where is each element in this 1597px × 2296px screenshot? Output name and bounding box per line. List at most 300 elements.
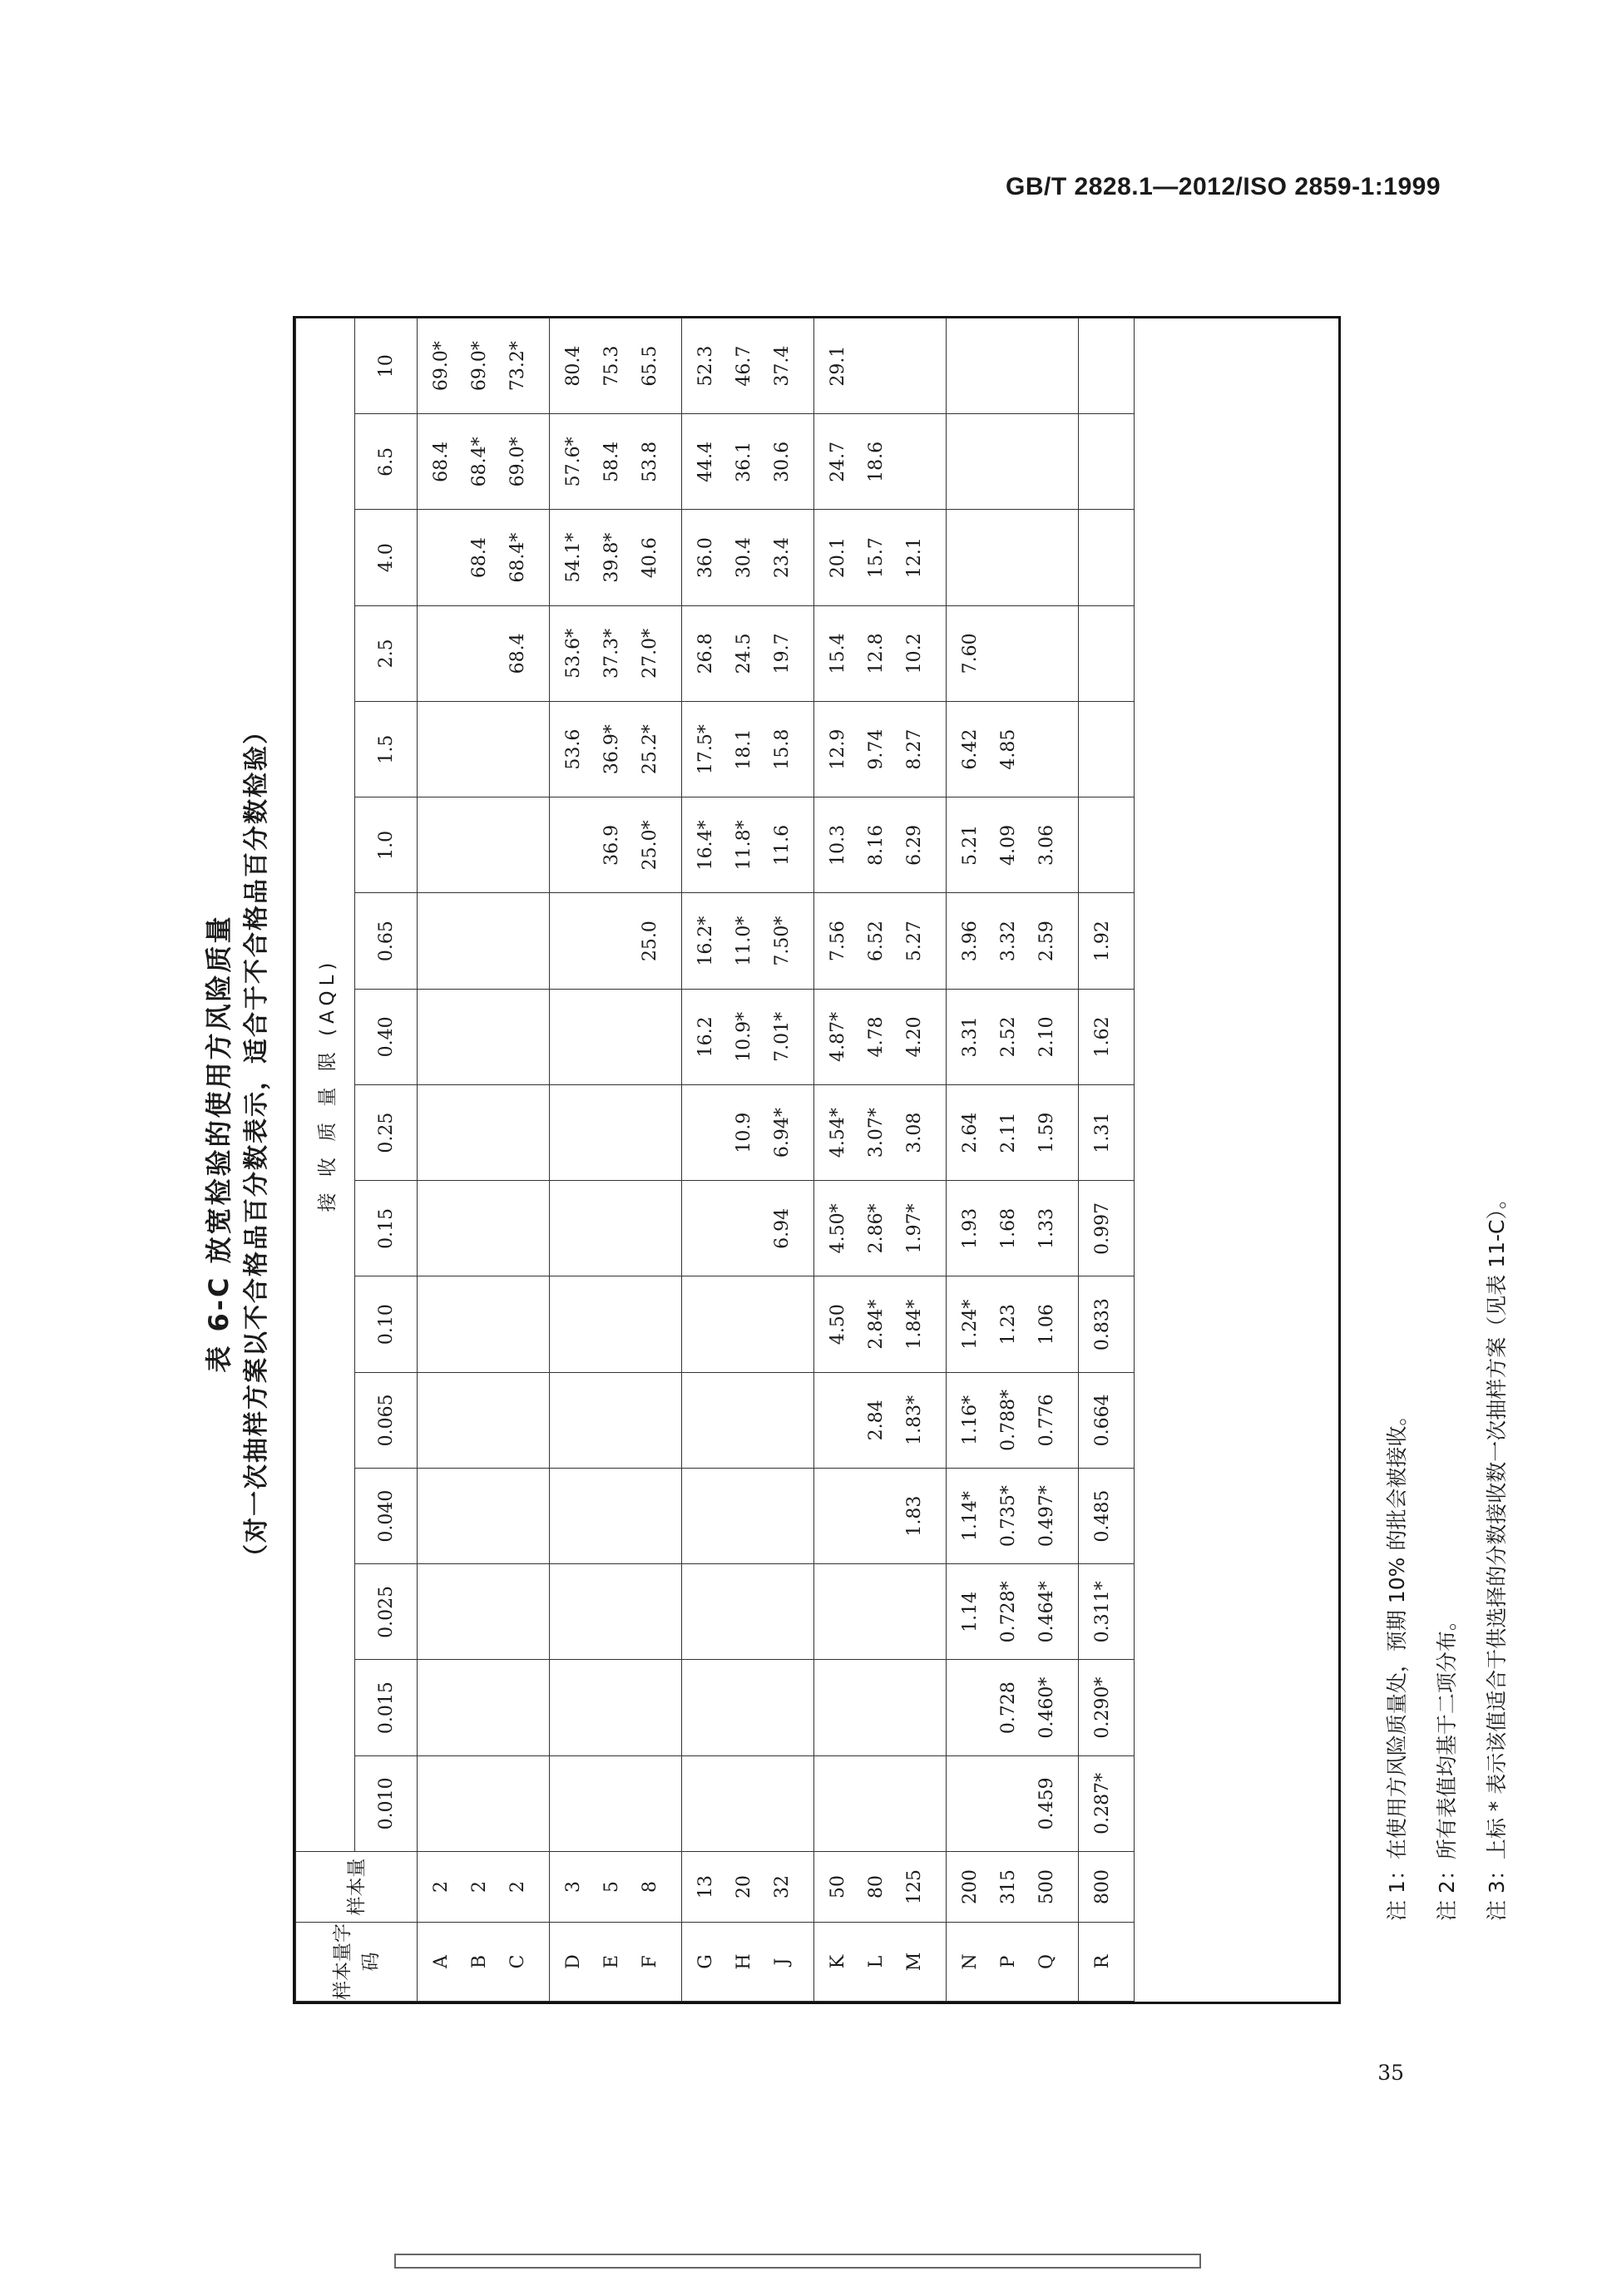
value-cell bbox=[550, 1085, 682, 1181]
risk-value: 2.86* bbox=[866, 1203, 887, 1254]
risk-value: 25.0* bbox=[640, 820, 660, 871]
sample-size: 2 bbox=[431, 1881, 452, 1893]
risk-value bbox=[461, 797, 499, 892]
aql-column-header: 0.010 bbox=[355, 1755, 418, 1851]
risk-value: 9.74 bbox=[866, 728, 887, 770]
value-cell bbox=[947, 1755, 1079, 1851]
risk-value: 30.4 bbox=[734, 537, 754, 579]
risk-value: 0.464* bbox=[1036, 1581, 1057, 1643]
risk-value: 44.4 bbox=[695, 441, 716, 482]
risk-value bbox=[764, 1373, 802, 1468]
risk-value: 4.87* bbox=[828, 1011, 848, 1062]
sample-size: 2 bbox=[507, 1881, 528, 1893]
risk-value: 6.29 bbox=[904, 824, 925, 866]
risk-value: 1.16* bbox=[960, 1395, 981, 1445]
risk-value: 4.09 bbox=[998, 824, 1019, 866]
sample-code: P bbox=[998, 1955, 1019, 1968]
aql-column-header: 0.025 bbox=[355, 1564, 418, 1660]
risk-value: 53.8 bbox=[640, 441, 660, 482]
value-cell bbox=[550, 510, 682, 605]
risk-value bbox=[990, 318, 1028, 413]
risk-value bbox=[819, 1564, 858, 1659]
risk-value bbox=[499, 797, 537, 892]
risk-value bbox=[461, 1564, 499, 1659]
value-cell bbox=[1079, 1755, 1135, 1851]
risk-value: 11.0* bbox=[734, 916, 754, 966]
value-cell bbox=[418, 1181, 550, 1276]
risk-value bbox=[725, 1277, 764, 1372]
title-block bbox=[200, 249, 276, 2037]
risk-value: 7.50* bbox=[772, 916, 793, 966]
risk-value bbox=[631, 1756, 670, 1851]
value-cell bbox=[947, 605, 1079, 701]
risk-value: 1.23 bbox=[998, 1304, 1019, 1346]
value-cell bbox=[682, 989, 814, 1084]
value-cell bbox=[1079, 1372, 1135, 1468]
sample-size-cell bbox=[550, 1852, 682, 1923]
sample-size: 13 bbox=[695, 1875, 716, 1899]
value-cell bbox=[947, 1181, 1079, 1276]
sample-code: E bbox=[601, 1954, 622, 1969]
risk-value bbox=[461, 1756, 499, 1851]
risk-value bbox=[631, 1564, 670, 1659]
value-cell bbox=[550, 797, 682, 893]
risk-value: 69.0* bbox=[469, 341, 490, 392]
aql-column-header: 1.5 bbox=[355, 702, 418, 797]
risk-value bbox=[593, 1277, 631, 1372]
sample-size: 500 bbox=[1036, 1869, 1057, 1904]
value-cell bbox=[550, 1469, 682, 1564]
risk-value bbox=[423, 1564, 461, 1659]
aql-column-header: 0.040 bbox=[355, 1469, 418, 1564]
risk-value bbox=[687, 1373, 725, 1468]
risk-value bbox=[499, 1277, 537, 1372]
risk-value bbox=[990, 511, 1028, 605]
sample-code: Q bbox=[1036, 1953, 1057, 1970]
value-cell bbox=[682, 1085, 814, 1181]
value-cell bbox=[1079, 1085, 1135, 1181]
risk-value: 1.06 bbox=[1036, 1304, 1057, 1346]
risk-value bbox=[896, 414, 934, 509]
risk-value bbox=[555, 894, 593, 989]
risk-value: 0.833 bbox=[1092, 1298, 1113, 1351]
sample-code: N bbox=[960, 1953, 981, 1970]
value-cell bbox=[682, 1755, 814, 1851]
risk-value: 0.997 bbox=[1092, 1202, 1113, 1255]
risk-value: 12.8 bbox=[866, 633, 887, 674]
risk-value bbox=[896, 1564, 934, 1659]
value-cell bbox=[947, 1372, 1079, 1468]
value-cell bbox=[682, 1276, 814, 1372]
risk-value: 2.64 bbox=[960, 1112, 981, 1153]
risk-value bbox=[499, 1564, 537, 1659]
risk-value: 27.0* bbox=[640, 628, 660, 679]
value-cell bbox=[1079, 989, 1135, 1084]
risk-value: 10.9 bbox=[734, 1112, 754, 1153]
risk-value: 15.7 bbox=[866, 537, 887, 579]
value-cell bbox=[814, 1469, 947, 1564]
aql-column-header: 2.5 bbox=[355, 605, 418, 701]
sample-size: 200 bbox=[960, 1869, 981, 1904]
risk-value: 1.83 bbox=[904, 1495, 925, 1537]
risk-value: 18.1 bbox=[734, 728, 754, 770]
value-cell bbox=[418, 510, 550, 605]
risk-value bbox=[631, 1373, 670, 1468]
risk-value: 68.4 bbox=[431, 441, 452, 482]
value-cell bbox=[1079, 893, 1135, 989]
risk-value bbox=[687, 1469, 725, 1563]
risk-value: 69.0* bbox=[431, 341, 452, 392]
table-row-group bbox=[550, 318, 682, 2002]
risk-value: 0.728* bbox=[998, 1581, 1019, 1643]
risk-value bbox=[990, 414, 1028, 509]
aql-column-row bbox=[355, 318, 418, 2002]
risk-value bbox=[952, 1661, 990, 1755]
risk-value bbox=[499, 702, 537, 797]
value-cell bbox=[814, 1181, 947, 1276]
risk-value: 4.50* bbox=[828, 1203, 848, 1254]
risk-value bbox=[593, 1661, 631, 1755]
risk-value bbox=[499, 1181, 537, 1276]
aql-column-header: 0.25 bbox=[355, 1085, 418, 1181]
aql-column-header: 0.40 bbox=[355, 989, 418, 1084]
risk-value bbox=[423, 511, 461, 605]
value-cell bbox=[682, 797, 814, 893]
risk-value: 73.2* bbox=[507, 341, 528, 392]
value-cell bbox=[814, 989, 947, 1084]
risk-value bbox=[1084, 702, 1122, 797]
risk-value: 10.9* bbox=[734, 1011, 754, 1062]
risk-value bbox=[593, 1564, 631, 1659]
risk-value: 69.0* bbox=[507, 437, 528, 487]
risk-value: 17.5* bbox=[695, 724, 716, 775]
table-row-group bbox=[682, 318, 814, 2002]
value-cell bbox=[947, 1564, 1079, 1660]
value-cell bbox=[550, 989, 682, 1084]
risk-value: 6.94* bbox=[772, 1108, 793, 1158]
risk-value: 0.776 bbox=[1036, 1394, 1057, 1447]
value-cell bbox=[418, 1755, 550, 1851]
value-cell bbox=[682, 605, 814, 701]
value-cell bbox=[550, 1372, 682, 1468]
risk-value bbox=[593, 1373, 631, 1468]
risk-value: 36.9 bbox=[601, 824, 622, 866]
value-cell bbox=[947, 797, 1079, 893]
sample-code: K bbox=[828, 1954, 848, 1969]
value-cell bbox=[550, 318, 682, 414]
risk-value: 2.52 bbox=[998, 1016, 1019, 1058]
risk-value: 1.24* bbox=[960, 1299, 981, 1350]
risk-value bbox=[423, 1469, 461, 1563]
sample-size-cell bbox=[947, 1852, 1079, 1923]
risk-value bbox=[858, 1756, 896, 1851]
risk-value bbox=[555, 1661, 593, 1755]
risk-value bbox=[687, 1277, 725, 1372]
risk-value: 11.6 bbox=[772, 824, 793, 866]
risk-value: 0.287* bbox=[1092, 1772, 1113, 1834]
risk-value: 24.5 bbox=[734, 633, 754, 674]
risk-value bbox=[555, 797, 593, 892]
risk-value bbox=[423, 990, 461, 1084]
risk-value bbox=[499, 894, 537, 989]
sample-code: M bbox=[904, 1952, 925, 1972]
risk-value bbox=[1084, 414, 1122, 509]
risk-value bbox=[764, 1277, 802, 1372]
risk-value bbox=[896, 1661, 934, 1755]
risk-value: 25.0 bbox=[640, 921, 660, 962]
risk-value: 1.62 bbox=[1092, 1016, 1113, 1058]
risk-value bbox=[896, 318, 934, 413]
aql-column-header: 0.15 bbox=[355, 1181, 418, 1276]
note-2: 注 2：所有表值均基于二项分布。 bbox=[1435, 1610, 1459, 1921]
risk-value bbox=[858, 1661, 896, 1755]
value-cell bbox=[550, 1755, 682, 1851]
value-cell bbox=[814, 318, 947, 414]
sample-code: B bbox=[469, 1954, 490, 1969]
risk-value bbox=[764, 1756, 802, 1851]
risk-value bbox=[725, 1373, 764, 1468]
risk-value: 3.07* bbox=[866, 1108, 887, 1158]
risk-value bbox=[896, 1756, 934, 1851]
risk-value bbox=[631, 1277, 670, 1372]
risk-value: 1.84* bbox=[904, 1299, 925, 1350]
risk-value bbox=[461, 1469, 499, 1563]
sample-code-cell bbox=[550, 1923, 682, 2002]
risk-value: 4.85 bbox=[998, 728, 1019, 770]
aql-column-header: 6.5 bbox=[355, 414, 418, 510]
risk-value bbox=[423, 1181, 461, 1276]
value-cell bbox=[947, 510, 1079, 605]
aql-header: 接 收 质 量 限 (AQL) bbox=[296, 318, 355, 1852]
risk-value bbox=[593, 1756, 631, 1851]
value-cell bbox=[418, 605, 550, 701]
risk-value: 36.1 bbox=[734, 441, 754, 482]
risk-value: 0.485 bbox=[1092, 1489, 1113, 1543]
risk-value: 6.52 bbox=[866, 921, 887, 962]
value-cell bbox=[550, 414, 682, 510]
value-cell bbox=[947, 989, 1079, 1084]
risk-value bbox=[819, 1469, 858, 1563]
risk-value bbox=[725, 1564, 764, 1659]
value-cell bbox=[1079, 1469, 1135, 1564]
sample-size: 125 bbox=[904, 1869, 925, 1904]
risk-value: 18.6 bbox=[866, 441, 887, 482]
risk-value: 0.497* bbox=[1036, 1485, 1057, 1548]
value-cell bbox=[682, 1372, 814, 1468]
value-cell bbox=[418, 318, 550, 414]
sample-code: F bbox=[640, 1955, 660, 1968]
risk-value: 4.50 bbox=[828, 1304, 848, 1346]
risk-value: 68.4 bbox=[469, 537, 490, 579]
risk-value: 10.3 bbox=[828, 824, 848, 866]
risk-value: 52.3 bbox=[695, 345, 716, 387]
risk-value bbox=[952, 511, 990, 605]
risk-value: 37.3* bbox=[601, 628, 622, 679]
risk-value: 36.0 bbox=[695, 537, 716, 579]
sample-code: D bbox=[563, 1954, 584, 1969]
risk-value: 5.27 bbox=[904, 921, 925, 962]
risk-value bbox=[725, 1181, 764, 1276]
risk-value: 68.4* bbox=[469, 437, 490, 487]
risk-value: 16.2* bbox=[695, 916, 716, 966]
value-cell bbox=[682, 702, 814, 797]
value-cell bbox=[418, 1564, 550, 1660]
value-cell bbox=[682, 510, 814, 605]
value-cell bbox=[418, 702, 550, 797]
risk-value: 8.16 bbox=[866, 824, 887, 866]
risk-value bbox=[461, 1373, 499, 1468]
table-row-group bbox=[1079, 318, 1135, 2002]
risk-value bbox=[1084, 318, 1122, 413]
risk-value bbox=[725, 1756, 764, 1851]
risk-value: 3.32 bbox=[998, 921, 1019, 962]
risk-value: 2.84 bbox=[866, 1400, 887, 1441]
value-cell bbox=[550, 1660, 682, 1755]
risk-value bbox=[555, 1756, 593, 1851]
standard-code: GB/T 2828.1—2012/ISO 2859-1:1999 bbox=[1006, 173, 1441, 200]
risk-value: 5.21 bbox=[960, 824, 981, 866]
risk-value: 3.96 bbox=[960, 921, 981, 962]
sample-code: C bbox=[507, 1954, 528, 1969]
risk-value: 16.2 bbox=[695, 1016, 716, 1058]
value-cell bbox=[814, 702, 947, 797]
risk-value: 68.4 bbox=[507, 633, 528, 674]
value-cell bbox=[418, 1660, 550, 1755]
risk-value: 2.59 bbox=[1036, 921, 1057, 962]
value-cell bbox=[947, 1469, 1079, 1564]
risk-value: 4.78 bbox=[866, 1016, 887, 1058]
value-cell bbox=[814, 510, 947, 605]
sample-size: 20 bbox=[734, 1875, 754, 1899]
risk-value: 3.08 bbox=[904, 1112, 925, 1153]
rotated-table-region bbox=[200, 249, 1564, 2037]
col-size-header: 样本量 bbox=[296, 1852, 418, 1923]
value-cell bbox=[1079, 1181, 1135, 1276]
sample-size: 32 bbox=[772, 1875, 793, 1899]
risk-value: 36.9* bbox=[601, 724, 622, 775]
risk-value: 12.9 bbox=[828, 728, 848, 770]
risk-value: 1.97* bbox=[904, 1203, 925, 1254]
risk-value bbox=[593, 894, 631, 989]
risk-value bbox=[499, 1373, 537, 1468]
value-cell bbox=[947, 893, 1079, 989]
risk-value bbox=[952, 318, 990, 413]
sample-code-cell bbox=[1079, 1923, 1135, 2002]
sample-size-cell bbox=[1079, 1852, 1135, 1923]
risk-value: 25.2* bbox=[640, 724, 660, 775]
risk-value bbox=[555, 1181, 593, 1276]
risk-value: 15.8 bbox=[772, 728, 793, 770]
risk-value bbox=[499, 1756, 537, 1851]
risk-value: 37.4 bbox=[772, 345, 793, 387]
risk-value: 0.728 bbox=[998, 1681, 1019, 1735]
value-cell bbox=[814, 893, 947, 989]
risk-value bbox=[819, 1373, 858, 1468]
risk-value bbox=[1084, 797, 1122, 892]
risk-value: 15.4 bbox=[828, 633, 848, 674]
table-row-group bbox=[947, 318, 1079, 2002]
risk-value bbox=[423, 1277, 461, 1372]
risk-value: 68.4* bbox=[507, 532, 528, 583]
risk-value bbox=[990, 1756, 1028, 1851]
risk-value bbox=[725, 1661, 764, 1755]
value-cell bbox=[682, 414, 814, 510]
sample-code-cell bbox=[814, 1923, 947, 2002]
risk-value: 8.27 bbox=[904, 728, 925, 770]
value-cell bbox=[814, 1276, 947, 1372]
risk-value bbox=[461, 1277, 499, 1372]
risk-value: 53.6* bbox=[563, 628, 584, 679]
sample-size: 3 bbox=[563, 1881, 584, 1893]
risk-value: 2.11 bbox=[998, 1112, 1019, 1153]
sample-size-cell bbox=[418, 1852, 550, 1923]
bottom-bar bbox=[394, 2254, 1201, 2269]
risk-value bbox=[499, 1661, 537, 1755]
sample-code: G bbox=[695, 1954, 716, 1969]
aql-column-header: 0.065 bbox=[355, 1372, 418, 1468]
value-cell bbox=[550, 1276, 682, 1372]
risk-value: 53.6 bbox=[563, 728, 584, 770]
risk-value bbox=[593, 1469, 631, 1563]
risk-value bbox=[461, 990, 499, 1084]
risk-value bbox=[631, 1469, 670, 1563]
value-cell bbox=[1079, 797, 1135, 893]
value-cell bbox=[814, 1755, 947, 1851]
value-cell bbox=[814, 797, 947, 893]
risk-value: 20.1 bbox=[828, 537, 848, 579]
sample-size: 2 bbox=[469, 1881, 490, 1893]
risk-value: 7.56 bbox=[828, 921, 848, 962]
risk-value bbox=[1028, 511, 1066, 605]
risk-value: 24.7 bbox=[828, 441, 848, 482]
value-cell bbox=[550, 893, 682, 989]
risk-value bbox=[423, 1661, 461, 1755]
risk-value bbox=[858, 1564, 896, 1659]
value-cell bbox=[947, 414, 1079, 510]
risk-value: 30.6 bbox=[772, 441, 793, 482]
value-cell bbox=[814, 1564, 947, 1660]
sample-size-cell bbox=[682, 1852, 814, 1923]
sample-code: H bbox=[734, 1953, 754, 1970]
value-cell bbox=[550, 1181, 682, 1276]
value-cell bbox=[814, 414, 947, 510]
value-cell bbox=[1079, 1564, 1135, 1660]
value-cell bbox=[814, 1085, 947, 1181]
value-cell bbox=[947, 1276, 1079, 1372]
risk-value: 3.31 bbox=[960, 1016, 981, 1058]
table-body bbox=[418, 318, 1135, 2002]
value-cell bbox=[418, 797, 550, 893]
risk-value: 75.3 bbox=[601, 345, 622, 387]
risk-value bbox=[555, 1085, 593, 1180]
risk-value: 2.10 bbox=[1036, 1016, 1057, 1058]
risk-value bbox=[555, 990, 593, 1084]
risk-value bbox=[593, 1181, 631, 1276]
risk-value bbox=[631, 1085, 670, 1180]
aql-risk-table bbox=[295, 318, 1135, 2002]
risk-value: 10.2 bbox=[904, 633, 925, 674]
value-cell bbox=[418, 893, 550, 989]
risk-value: 54.1* bbox=[563, 532, 584, 583]
risk-value bbox=[687, 1085, 725, 1180]
table-row-group bbox=[418, 318, 550, 2002]
risk-value bbox=[819, 1661, 858, 1755]
aql-column-header: 4.0 bbox=[355, 510, 418, 605]
value-cell bbox=[550, 702, 682, 797]
value-cell bbox=[550, 605, 682, 701]
aql-column-header: 1.0 bbox=[355, 797, 418, 893]
risk-value bbox=[423, 606, 461, 701]
